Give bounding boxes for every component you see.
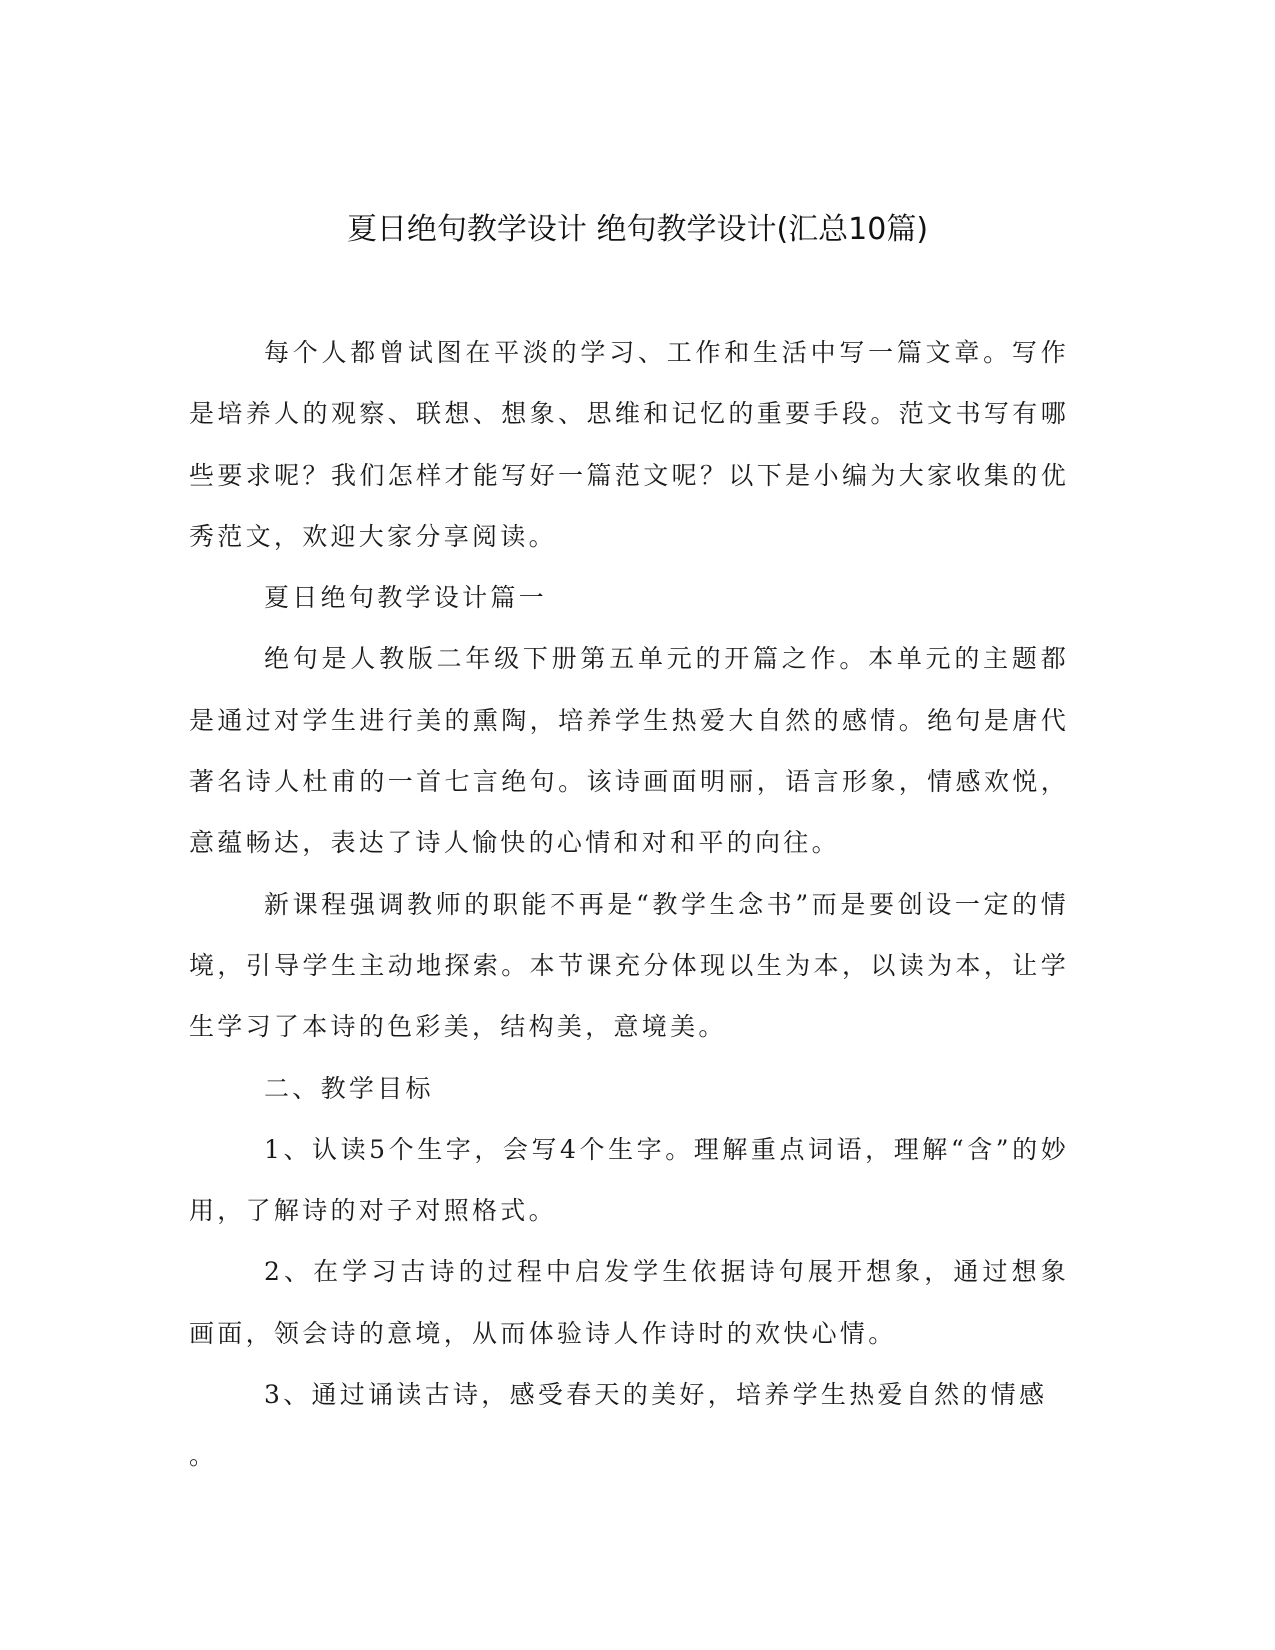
intro-paragraph: 每个人都曾试图在平淡的学习、工作和生活中写一篇文章。写作是培养人的观察、联想、想象、思维和记忆的重要手段。范文书写有哪些要求呢？我们怎样才能写好一篇范文呢？以下是小编为大家收集的优秀范文，欢迎大家分享阅读。 bbox=[189, 338, 1069, 551]
objective-item: 3、通过诵读古诗，感受春天的美好，培养学生热爱自然的情感 bbox=[264, 1380, 1048, 1410]
document-body bbox=[189, 322, 1069, 1487]
body-paragraph: 绝句是人教版二年级下册第五单元的开篇之作。本单元的主题都是通过对学生进行美的熏陶，培养学生热爱大自然的感情。绝句是唐代著名诗人杜甫的一首七言绝句。该诗画面明丽，语言形象，情感欢悦，意蕴畅达，表达了诗人愉快的心情和对和平的向往。 bbox=[189, 644, 1069, 858]
objective-item: 2、在学习古诗的过程中启发学生依据诗句展开想象，通过想象画面，领会诗的意境，从而体验诗人作诗时的欢快心情。 bbox=[189, 1257, 1069, 1348]
document-title: 夏日绝句教学设计 绝句教学设计(汇总10篇) bbox=[346, 212, 929, 247]
section-heading: 夏日绝句教学设计篇一 bbox=[264, 583, 548, 613]
objective-item: 1、认读5个生字，会写4个生字。理解重点词语，理解“含”的妙用，了解诗的对子对照格式。 bbox=[189, 1134, 1069, 1226]
trailing-punctuation: 。 bbox=[189, 1441, 218, 1471]
section-heading: 二、教学目标 bbox=[264, 1073, 434, 1103]
body-paragraph: 新课程强调教师的职能不再是“教学生念书”而是要创设一定的情境，引导学生主动地探索。本节课充分体现以生为本，以读为本，让学生学习了本诗的色彩美，结构美，意境美。 bbox=[189, 889, 1069, 1042]
